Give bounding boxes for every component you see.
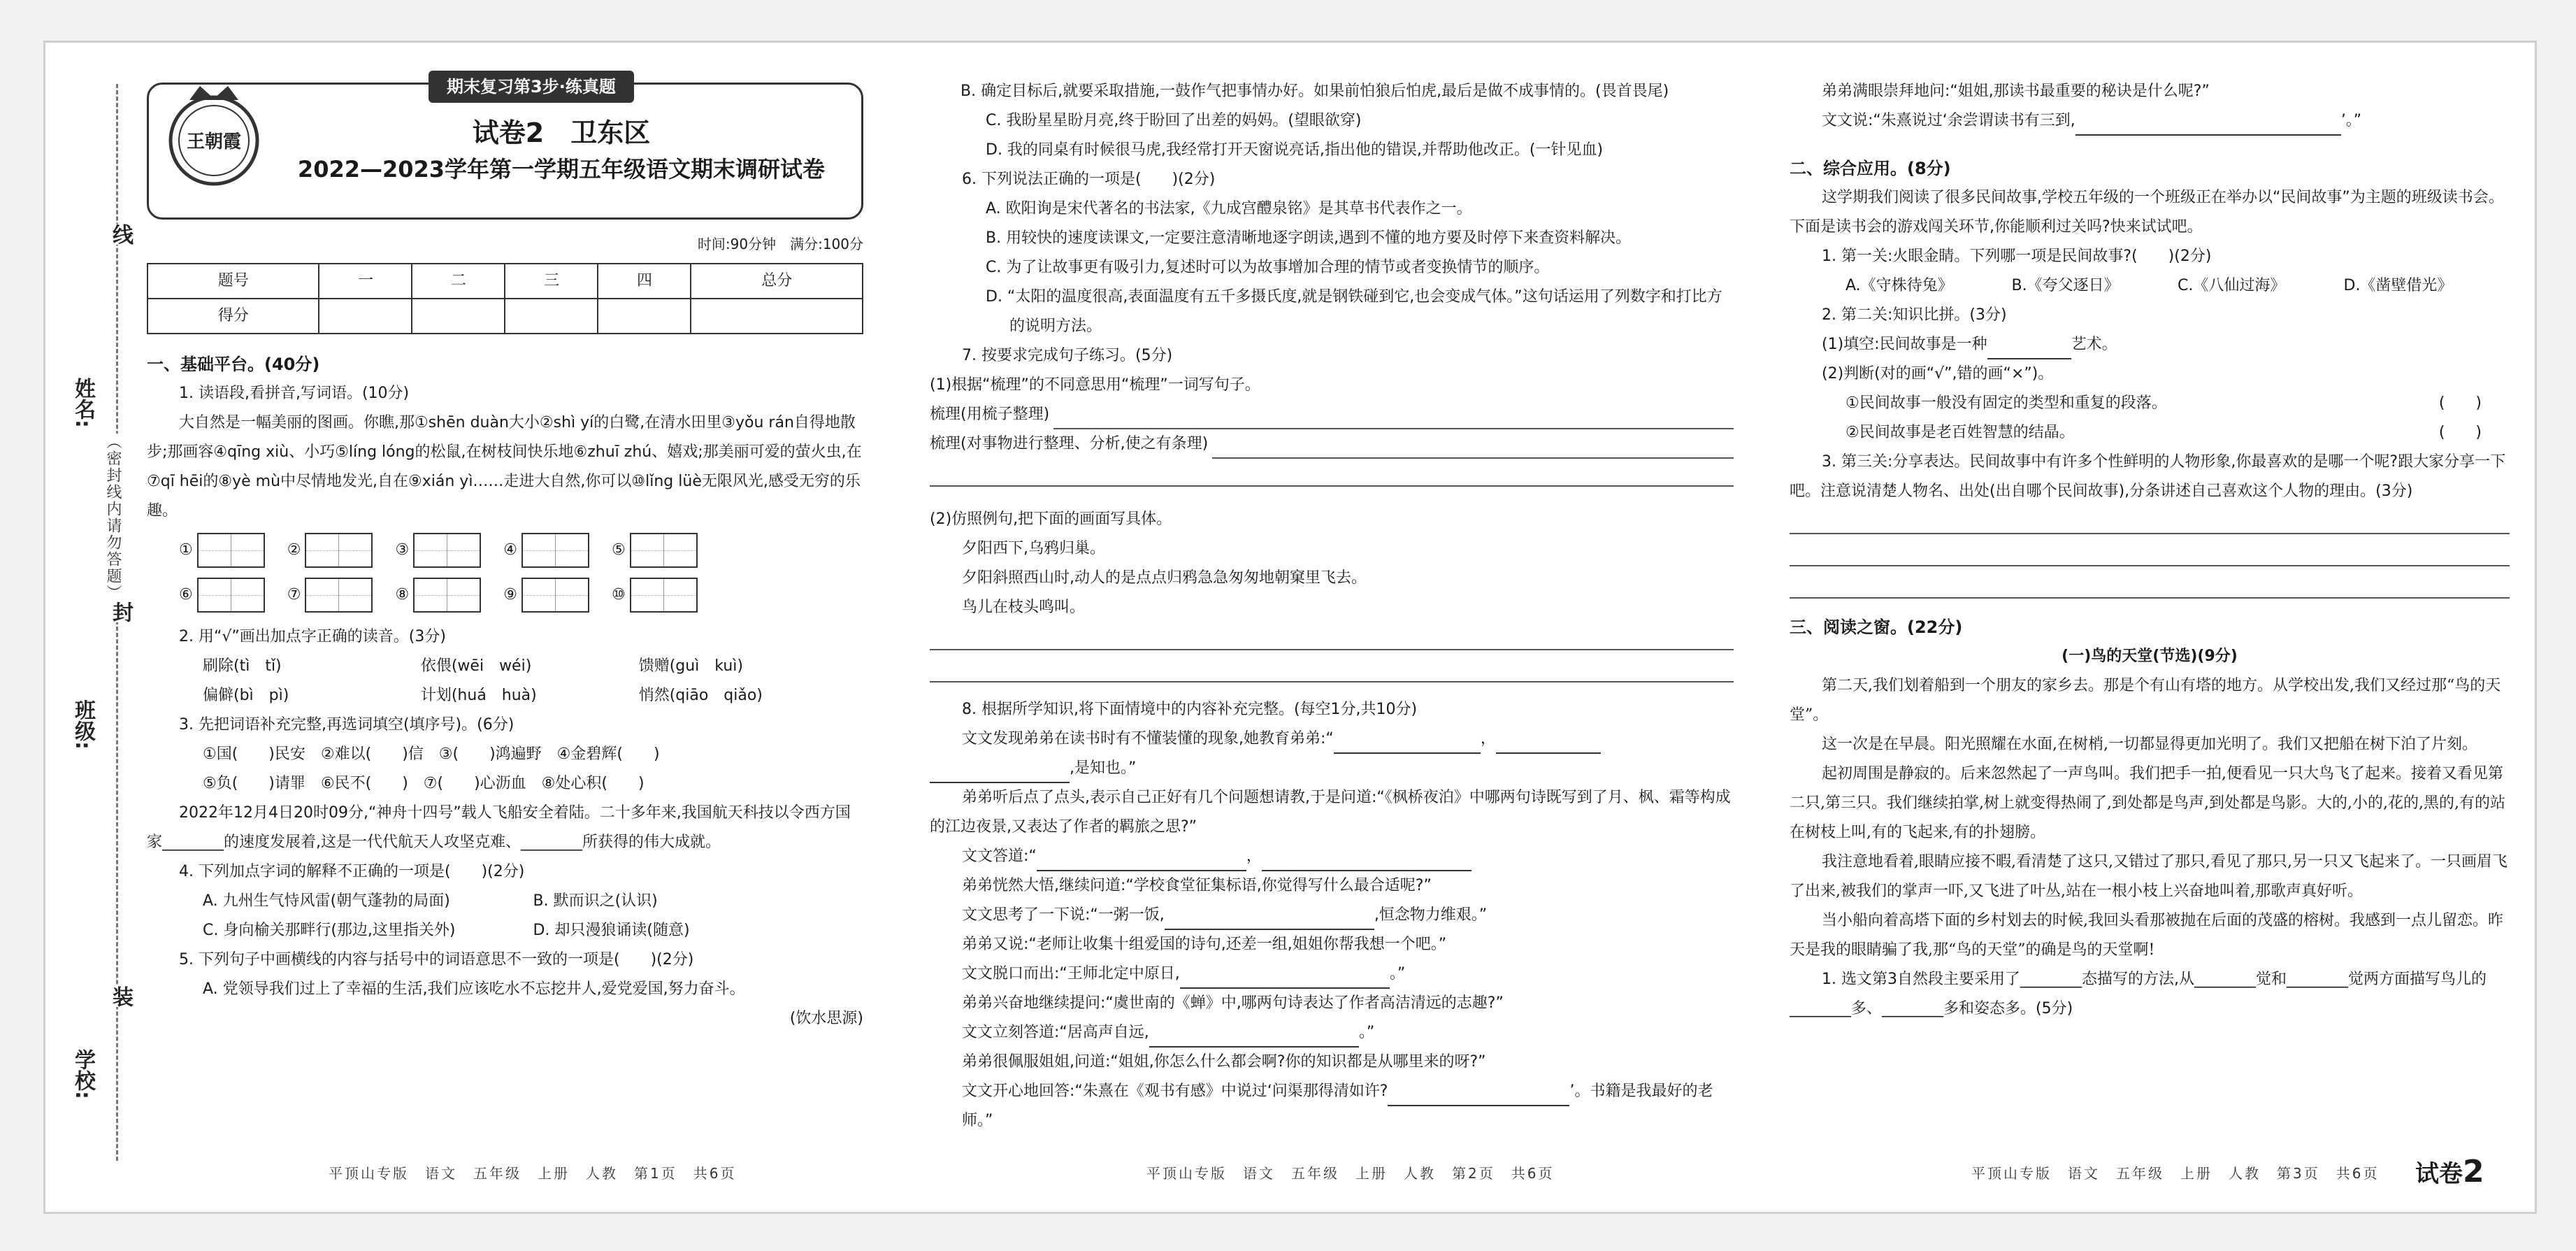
- reading-paragraph-3: 起初周围是静寂的。后来忽然起了一声鸟叫。我们把手一拍,便看见一只大鸟飞了起来。接着又看见第二只,第三只。我们继续拍掌,树上就变得热闹了,到处都是鸟声,到处都是鸟影。大的,小的,花的,黑的,有的站在树枝上叫,有的飞起来,有的扑翅膀。: [1790, 765, 2505, 841]
- s2-q2-2a: ①民间故事一般没有固定的类型和重复的段落。 ( ): [1790, 389, 2510, 418]
- q7-title: 7. 按要求完成句子练习。(5分): [962, 347, 1173, 364]
- section-1-title: 一、基础平台。(40分): [147, 355, 320, 374]
- pinyin-grid-item[interactable]: ⑥: [179, 578, 265, 613]
- name-label: 姓名:: [71, 378, 95, 428]
- s2-q3-title: 3. 第三关:分享表达。民间故事中有许多个性鲜明的人物形象,你最喜欢的是哪一个呢?跟大家分享一下吧。注意说清楚人物名、出处(出自哪个民间故事),分条讲述自己喜欢这个人物的理由。(3分): [1790, 453, 2506, 500]
- exam-meta: 时间:90分钟 满分:100分: [697, 236, 863, 252]
- pinyin-grid-item[interactable]: ⑧: [395, 578, 481, 613]
- seal-note: （密封线内请勿答题）: [102, 434, 124, 601]
- reading-title: (一)鸟的天堂(节选)(9分): [2061, 648, 2238, 665]
- paper-title: 试卷2 卫东区: [472, 117, 651, 148]
- judge-bracket[interactable]: ( ): [2438, 424, 2482, 441]
- s2-q1-options: [1790, 271, 2510, 301]
- publisher-logo-icon: [161, 79, 266, 198]
- q2-option[interactable]: 依偎(wēi wéi): [420, 657, 532, 675]
- score-header: 一: [319, 264, 412, 299]
- score-table: [147, 263, 863, 334]
- pinyin-grid-row-b: [179, 578, 863, 613]
- score-cell[interactable]: [505, 299, 598, 334]
- score-header-row: [147, 264, 863, 299]
- q8-line-12: 弟弟满眼崇拜地问:“姐姐,那读书最重要的秘诀是什么呢?”: [1822, 83, 2210, 100]
- q3-row-1: ①国( )民安 ②难以( )信 ③( )鸿遍野 ④金碧辉( ): [203, 745, 660, 763]
- s2-q3-answer-line[interactable]: [1790, 571, 2510, 599]
- q7-1b-label: 梳理(对事物进行整理、分析,使之有条理): [930, 435, 1209, 452]
- class-label: 班级:: [71, 699, 95, 750]
- q7-1a-label: 梳理(用梳子整理): [930, 406, 1050, 423]
- pinyin-grid-item[interactable]: ⑩: [612, 578, 698, 613]
- q8-line-3: 文文答道:“ ，: [930, 842, 1734, 871]
- score-row: [147, 299, 863, 334]
- paper-number: 试卷2: [2415, 1154, 2484, 1189]
- pinyin-grid-item[interactable]: ⑨: [503, 578, 589, 613]
- s2-q1-option-b[interactable]: B.《夸父逐日》: [2011, 277, 2120, 294]
- q8-line-5: 文文思考了一下说:“一粥一饭, ,恒念物力维艰。”: [930, 901, 1734, 930]
- reading-paragraph-5: 当小船向着高塔下面的乡村划去的时候,我回头看那被抛在后面的茂盛的榕树。我感到一点儿留恋。昨天是我的眼睛骗了我,那“鸟的天堂”的确是鸟的天堂啊!: [1790, 912, 2503, 959]
- score-header: 题号: [147, 264, 319, 299]
- q7-2-answer-line[interactable]: [930, 655, 1734, 682]
- s2-q3-answer-line[interactable]: [1790, 538, 2510, 566]
- score-header: 三: [505, 264, 598, 299]
- q2-title: 2. 用“√”画出加点字正确的读音。(3分): [179, 628, 446, 645]
- q6-title: 6. 下列说法正确的一项是( )(2分): [962, 171, 1216, 188]
- q3-row-2: ⑤负( )请罪 ⑥民不( ) ⑦( )心沥血 ⑧处心积( ): [203, 775, 645, 792]
- q8-line-4: 弟弟恍然大悟,继续问道:“学校食堂征集标语,你觉得写什么最合适呢?”: [962, 877, 1432, 894]
- q7-1b-answer[interactable]: [930, 429, 1734, 459]
- binding-strip: [60, 84, 137, 1161]
- pinyin-grid-item[interactable]: ②: [287, 533, 373, 568]
- q8-line-1: 文文发现弟弟在读书时有不懂装懂的现象,她教育弟弟:“ ，: [930, 724, 1734, 754]
- q8-line-7: 文文脱口而出:“王师北定中原日, 。”: [930, 959, 1734, 989]
- paper-header: [147, 77, 863, 220]
- s2-q1-option-a[interactable]: A.《守株待兔》: [1845, 277, 1953, 294]
- reading-paragraph-2: 这一次是在早晨。阳光照耀在水面,在树梢,一切都显得更加光明了。我们又把船在树下泊了片刻。: [1822, 736, 2477, 753]
- footer-page-3: 平顶山专版 语文 五年级 上册 人教 第3页 共6页: [1971, 1165, 2380, 1182]
- section-3-title: 三、阅读之窗。(22分): [1790, 617, 1963, 637]
- pinyin-grid-row-a: [179, 533, 863, 568]
- q7-2-title: (2)仿照例句,把下面的画面写具体。: [930, 510, 1172, 528]
- footer-page-1: 平顶山专版 语文 五年级 上册 人教 第1页 共6页: [329, 1165, 737, 1182]
- paper-subtitle: 2022—2023学年第一学期五年级语文期末调研试卷: [297, 156, 826, 183]
- pinyin-grid-item[interactable]: ①: [179, 533, 265, 568]
- q8-line-8: 弟弟兴奋地继续提问:“虞世南的《蝉》中,哪两句诗表达了作者高洁清远的志趣?”: [962, 994, 1504, 1012]
- q8-line-13: 文文说:“朱熹说过‘余尝谓读书有三到, ’。”: [1790, 106, 2510, 136]
- pinyin-grid-item[interactable]: ⑤: [612, 533, 698, 568]
- q4-option-a[interactable]: A. 九州生气恃风雷(朝气蓬勃的局面): [203, 892, 450, 910]
- q7-1a-answer[interactable]: [930, 400, 1734, 429]
- pinyin-grid-item[interactable]: ④: [503, 533, 589, 568]
- q8-line-11: 文文开心地回答:“朱熹在《观书有感》中说过‘问渠那得清如许? ’。书籍是我最好的老师。”: [962, 1082, 1713, 1129]
- mark-zhuang: 装: [105, 986, 136, 1007]
- s2-q1-option-c[interactable]: C.《八仙过海》: [2178, 277, 2286, 294]
- reading-q1: 1. 选文第3自然段主要采用了________态描写的方法,从________觉和________觉两方面描写鸟儿的________多、________多和姿态多。(5分): [1790, 971, 2487, 1017]
- mark-feng: 封: [105, 601, 136, 622]
- score-cell[interactable]: [319, 299, 412, 334]
- judge-bracket[interactable]: ( ): [2438, 394, 2482, 412]
- q8-line-10: 弟弟很佩服姐姐,问道:“姐姐,你怎么什么都会啊?你的知识都是从哪里来的呀?”: [962, 1053, 1486, 1071]
- q2-option[interactable]: 偏僻(bì pì): [203, 687, 289, 704]
- q7-2-answer-line[interactable]: [930, 622, 1734, 650]
- page-2-column: [930, 77, 1734, 1136]
- s2-q3-answer-line[interactable]: [1790, 506, 2510, 534]
- q7-1-title: (1)根据“梳理”的不同意思用“梳理”一词写句子。: [930, 376, 1260, 394]
- q1-title: 1. 读语段,看拼音,写词语。(10分): [179, 385, 410, 402]
- q5-option-a-source: (饮水思源): [789, 1010, 863, 1027]
- q2-option[interactable]: 悄然(qiāo qiǎo): [638, 687, 763, 704]
- q4-option-d[interactable]: D. 却只漫狼诵读(随意): [533, 922, 690, 939]
- footer-page-2: 平顶山专版 语文 五年级 上册 人教 第2页 共6页: [1146, 1165, 1555, 1182]
- pinyin-grid-item[interactable]: ⑦: [287, 578, 373, 613]
- s2-q2-title: 2. 第二关:知识比拼。(3分): [1822, 306, 2007, 324]
- score-cell[interactable]: [412, 299, 505, 334]
- q1-passage: 大自然是一幅美丽的图画。你瞧,那①shēn duàn大小②shì yí的白鹭,在清水田里③yǒu rán自得地散步;那画容④qīng xiù、小巧⑤líng lóng的松鼠,在树枝间快乐地⑥zhuī zhú、嬉戏;那美丽可爱的萤火虫,在⑦qī hēi的⑧yè mù中尽情地发光,自在⑨xián yì……走进大自然,你可以⑩lǐng lüè无限风光,感受无穷的乐趣。: [147, 414, 862, 520]
- logo-text: 王朝霞: [186, 131, 242, 152]
- review-tag: 期末复习第3步·练真题: [429, 71, 634, 103]
- q7-2-example-1: 夕阳西下,乌鸦归巢。: [962, 540, 1105, 557]
- pinyin-grid-item[interactable]: ③: [395, 533, 481, 568]
- q2-option[interactable]: 馈赠(guì kuì): [638, 657, 743, 675]
- s2-q1-title: 1. 第一关:火眼金睛。下列哪一项是民间故事?( )(2分): [1822, 248, 2212, 265]
- s2-q2-2-title: (2)判断(对的画“√”,错的画“×”)。: [1822, 365, 2054, 383]
- score-row-label: 得分: [147, 299, 319, 334]
- q8-line-1b: ,是知也。”: [930, 754, 1734, 783]
- q7-answer-line[interactable]: [930, 459, 1734, 487]
- q5-option-b[interactable]: B. 确定目标后,就要采取措施,一鼓作气把事情办好。如果前怕狼后怕虎,最后是做不成事情的。(畏首畏尾): [960, 83, 1669, 100]
- s2-q2-2b: ②民间故事是老百姓智慧的结晶。 ( ): [1790, 418, 2510, 448]
- score-cell[interactable]: [598, 299, 691, 334]
- score-cell[interactable]: [691, 299, 863, 334]
- q2-option[interactable]: 计划(huá huà): [420, 687, 537, 704]
- q5-title: 5. 下列句子中画横线的内容与括号中的词语意思不一致的一项是( )(2分): [179, 951, 694, 968]
- q5-option-d[interactable]: D. 我的同桌有时候很马虎,我经常打开天窗说亮话,指出他的错误,并帮助他改正。(一针见血): [986, 141, 1604, 159]
- score-header: 总分: [691, 264, 863, 299]
- q8-title: 8. 根据所学知识,将下面情境中的内容补充完整。(每空1分,共10分): [962, 701, 1418, 718]
- q2-option[interactable]: 刷除(tì tǐ): [203, 657, 282, 675]
- reading-paragraph-4: 我注意地看着,眼睛应接不暇,看清楚了这只,又错过了那只,看见了那只,另一只又飞起来了。一只画眉飞了出来,被我们的掌声一吓,又飞进了叶丛,站在一根小枝上兴奋地叫着,那歌声真好听。: [1790, 853, 2507, 900]
- q4-title: 4. 下列加点字词的解释不正确的一项是( )(2分): [179, 863, 525, 880]
- score-header: 四: [598, 264, 691, 299]
- score-header: 二: [412, 264, 505, 299]
- q2-options: [147, 652, 863, 710]
- q3-passage: 2022年12月4日20时09分,“神舟十四号”载人飞船安全着陆。二十多年来,我国航天科技以令西方国家________的速度发展着,这是一代代航天人攻坚克难、________所获得的伟大成就。: [147, 804, 851, 851]
- s2-q1-option-d[interactable]: D.《凿壁借光》: [2343, 277, 2453, 294]
- mark-xian: 线: [105, 224, 136, 245]
- q4-option-b[interactable]: B. 默而识之(认识): [533, 892, 658, 910]
- page-1-column: [147, 77, 863, 1034]
- q3-title: 3. 先把词语补充完整,再选词填空(填序号)。(6分): [179, 716, 515, 734]
- section-2-title: 二、综合应用。(8分): [1790, 159, 1951, 178]
- q8-line-6: 弟弟又说:“老师让收集十组爱国的诗句,还差一组,姐姐你帮我想一个吧。”: [962, 936, 1447, 953]
- q4-option-c[interactable]: C. 身向榆关那畔行(那边,这里指关外): [203, 922, 456, 939]
- q6-option-d[interactable]: D. “太阳的温度很高,表面温度有五千多摄氏度,就是钢铁碰到它,也会变成气体。”这句话运用了列数字和打比方的说明方法。: [986, 288, 1722, 335]
- page-3-column: [1790, 77, 2510, 1024]
- q5-option-a[interactable]: A. 党领导我们过上了幸福的生活,我们应该吃水不忘挖井人,爱党爱国,努力奋斗。: [203, 980, 745, 998]
- q5-option-c[interactable]: C. 我盼星星盼月亮,终于盼回了出差的妈妈。(望眼欲穿): [986, 112, 1362, 129]
- school-label: 学校:: [71, 1049, 95, 1099]
- q7-2-example-2: 夕阳斜照西山时,动人的是点点归鸦急急匆匆地朝窠里飞去。: [962, 569, 1367, 587]
- q7-2-prompt: 鸟儿在枝头鸣叫。: [962, 599, 1086, 616]
- section-2-intro: 这学期我们阅读了很多民间故事,学校五年级的一个班级正在举办以“民间故事”为主题的班级读书会。下面是读书会的游戏闯关环节,你能顺利过关吗?快来试试吧。: [1790, 189, 2504, 236]
- s2-q2-1: (1)填空:民间故事是一种 艺术。: [1790, 330, 2510, 359]
- q6-option-b[interactable]: B. 用较快的速度读课文,一定要注意清晰地逐字朗读,遇到不懂的地方要及时停下来查资料解决。: [986, 229, 1632, 247]
- q4-options: [147, 887, 863, 945]
- reading-paragraph-1: 第二天,我们划着船到一个朋友的家乡去。那是个有山有塔的地方。从学校出发,我们又经过那“鸟的天堂”。: [1790, 677, 2501, 724]
- q8-line-2: 弟弟听后点了点头,表示自己正好有几个问题想请教,于是问道:“《枫桥夜泊》中哪两句诗既写到了月、枫、霜等构成的江边夜景,又表达了作者的羁旅之思?”: [930, 789, 1731, 836]
- q6-option-c[interactable]: C. 为了让故事更有吸引力,复述时可以为故事增加合理的情节或者变换情节的顺序。: [986, 259, 1550, 276]
- q8-line-9: 文文立刻答道:“居高声自远, 。”: [930, 1018, 1734, 1048]
- q6-option-a[interactable]: A. 欧阳询是宋代著名的书法家,《九成宫醴泉铭》是其草书代表作之一。: [986, 200, 1472, 217]
